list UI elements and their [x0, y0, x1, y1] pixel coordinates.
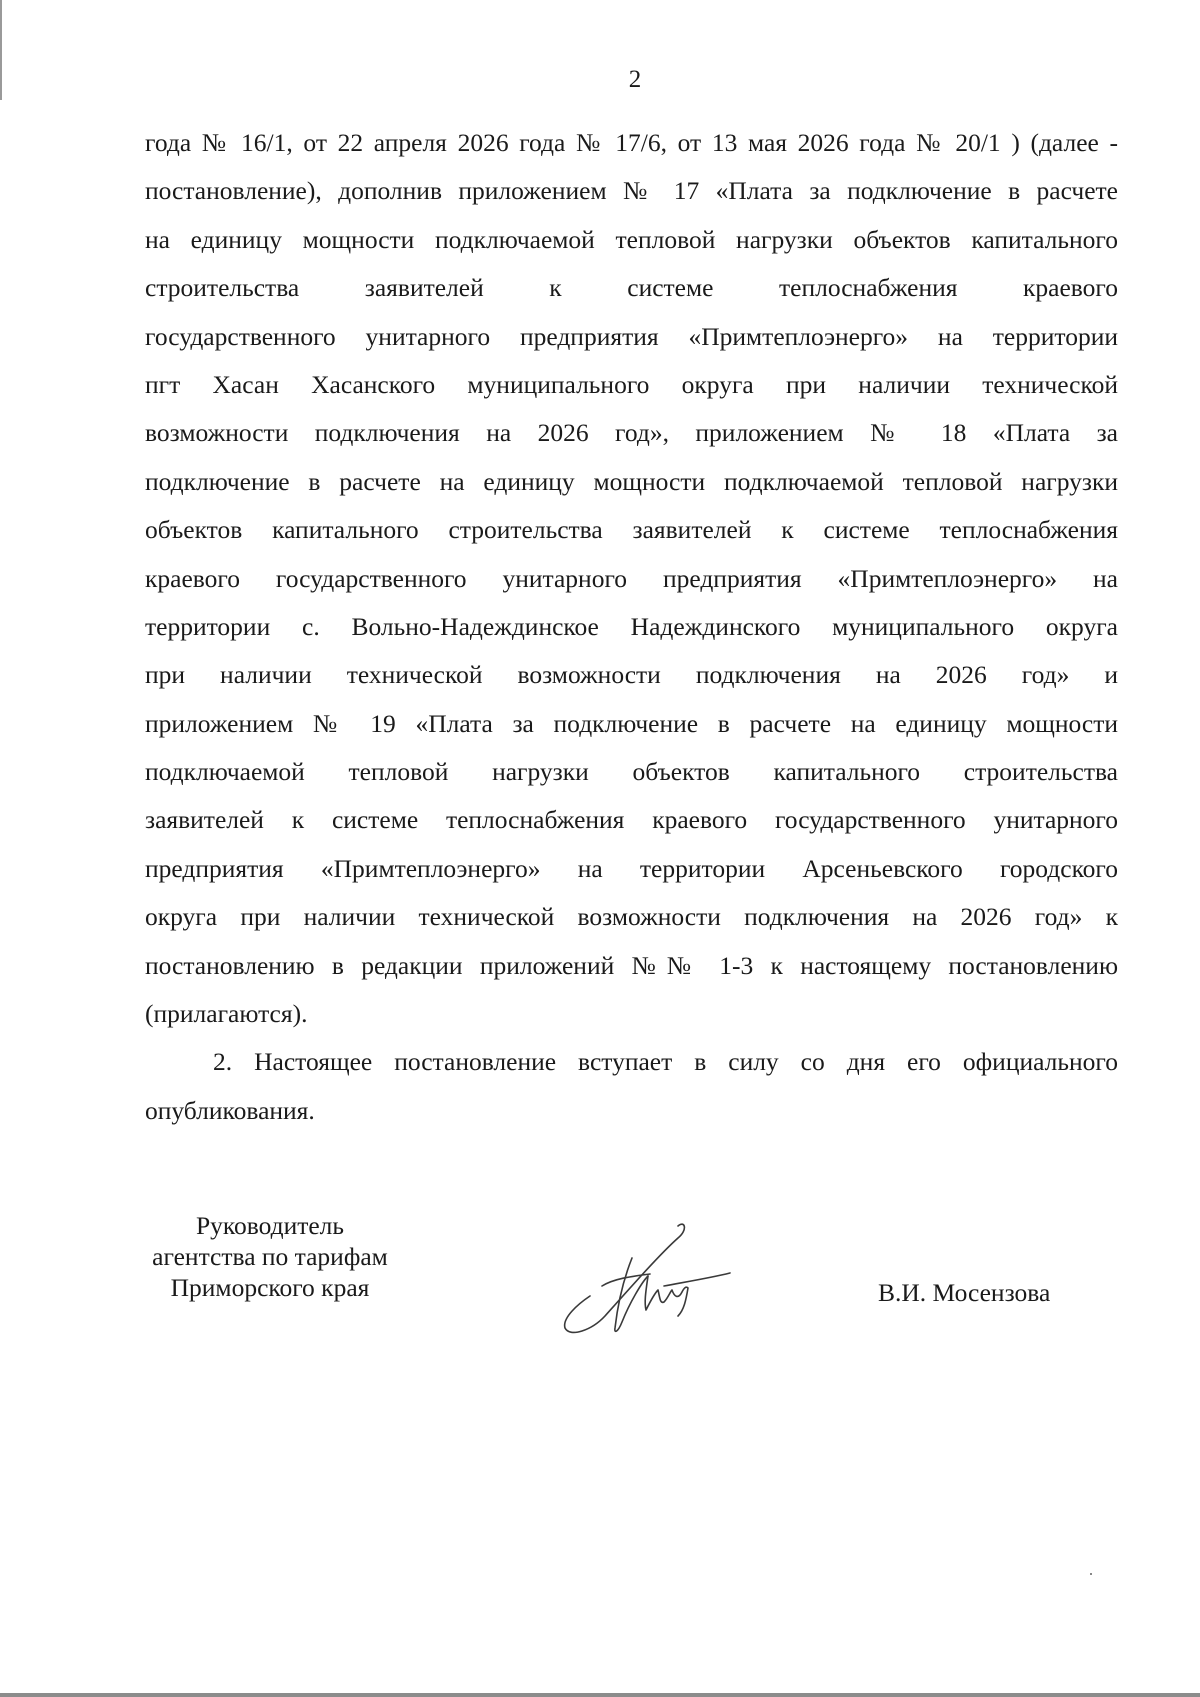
body-line: при наличии технической возможности подключения на 2026 год» и — [145, 660, 1118, 690]
body-line: территории с. Вольно-Надеждинское Надеждинского муниципального округа — [145, 611, 1118, 641]
scan-speck — [1090, 1573, 1092, 1575]
body-line: постановление), дополнив приложением № 17 «Плата за подключение в расчете — [145, 176, 1118, 206]
signatory-title-line: агентства по тарифам — [152, 1242, 388, 1271]
body-line: объектов капитального строительства заявителей к системе теплоснабжения — [145, 515, 1118, 545]
signatory-name: В.И. Мосензова — [878, 1278, 1051, 1307]
body-line: заявителей к системе теплоснабжения краевого государственного унитарного — [145, 805, 1118, 835]
handwritten-signature — [560, 1218, 735, 1338]
signatory-title-line: Приморского края — [170, 1273, 370, 1302]
body-line: государственного унитарного предприятия «Примтеплоэнерго» на территории — [145, 321, 1118, 351]
body-line: предприятия «Примтеплоэнерго» на территории Арсеньевского городского — [145, 853, 1118, 883]
body-line: постановлению в редакции приложений №№ 1-3 к настоящему постановлению — [145, 950, 1118, 980]
body-line: строительства заявителей к системе теплоснабжения краевого — [145, 273, 1118, 303]
body-line: краевого государственного унитарного предприятия «Примтеплоэнерго» на — [145, 563, 1118, 593]
body-line: (прилагаются). — [145, 999, 308, 1029]
body-line: 2. Настоящее постановление вступает в силу со дня его официального — [213, 1047, 1118, 1077]
page-number: 2 — [628, 66, 642, 93]
document-body — [145, 119, 1118, 1135]
scan-edge-bottom — [0, 1693, 1200, 1697]
body-line: возможности подключения на 2026 год», приложением № 18 «Плата за — [145, 418, 1118, 448]
body-line: пгт Хасан Хасанского муниципального округа при наличии технической — [145, 369, 1118, 399]
body-line: подключаемой тепловой нагрузки объектов капитального строительства — [145, 757, 1118, 787]
body-line: года № 16/1, от 22 апреля 2026 года № 17/6, от 13 мая 2026 года № 20/1 ) (далее - — [145, 128, 1118, 157]
body-line: округа при наличии технической возможности подключения на 2026 год» к — [145, 902, 1118, 932]
body-line: приложением № 19 «Плата за подключение в расчете на единицу мощности — [145, 708, 1118, 738]
body-line: подключение в расчете на единицу мощности подключаемой тепловой нагрузки — [145, 466, 1118, 496]
signatory-title-line: Руководитель — [195, 1211, 345, 1240]
body-line: на единицу мощности подключаемой тепловой нагрузки объектов капитального — [145, 224, 1118, 254]
signatory-title — [140, 1210, 400, 1303]
body-line: опубликования. — [145, 1095, 315, 1125]
